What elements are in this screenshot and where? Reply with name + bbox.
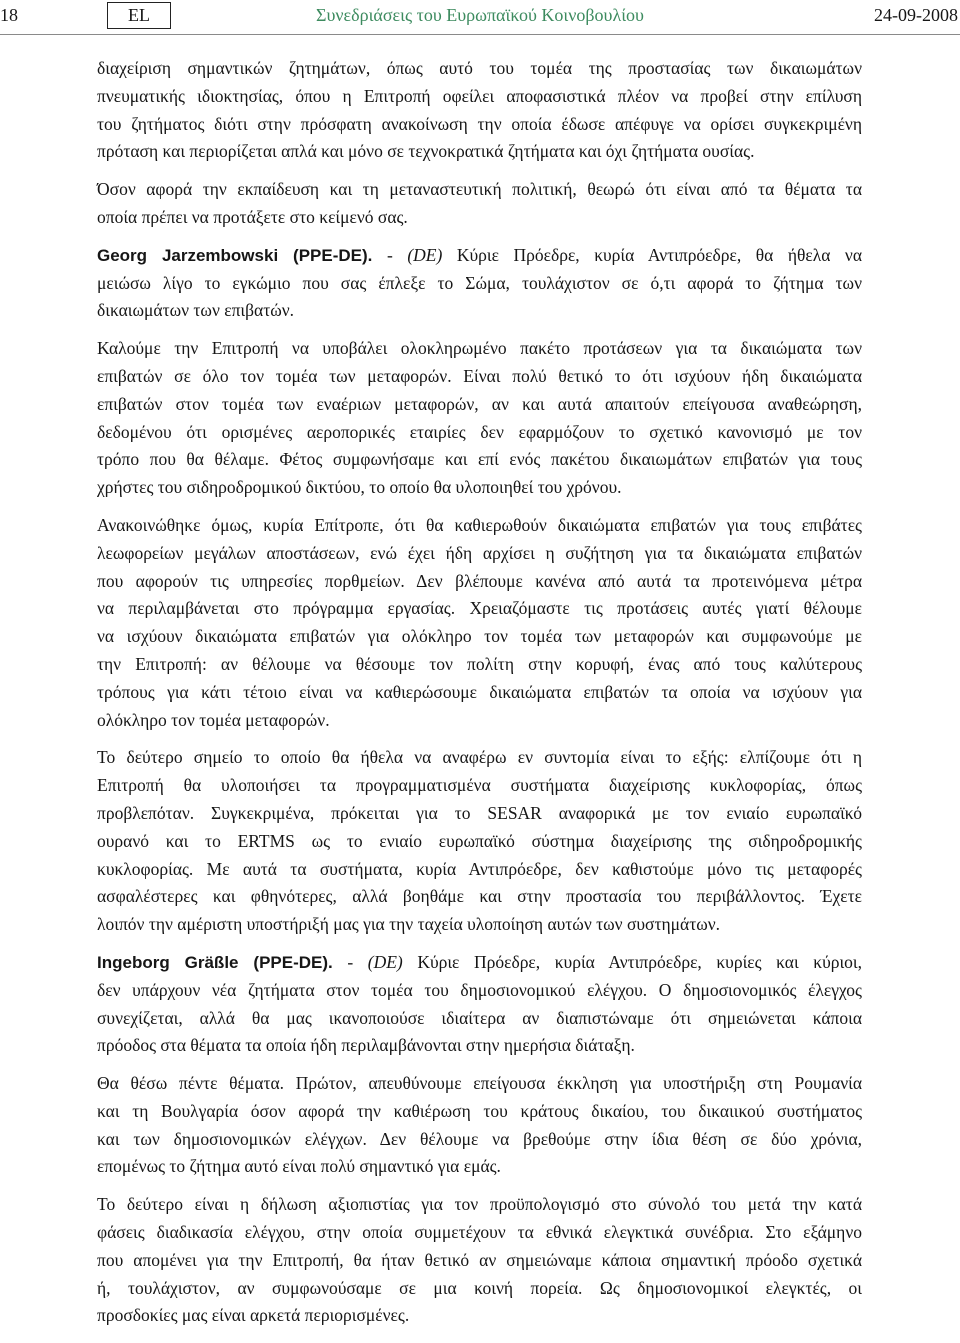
page-header: [0, 0, 960, 35]
text-line: φάσεις διαδικασία ελέγχου, στην οποία συμμετέχουν τα εθνικά ελεγκτικά συνέδρια. Στο εξάμηνο: [97, 1222, 862, 1243]
text-line: οποία πρέπει να προτάξετε στο κείμενό σας.: [97, 206, 408, 227]
text-line: Καλούμε την Επιτροπή να υποβάλει ολοκληρωμένο πακέτο προτάσεων για τα δικαιώματα των: [97, 338, 862, 359]
text-line: να ισχύουν δικαιώματα επιβατών για ολόκληρο τον τομέα των μεταφορών και συμφωνούμε με: [97, 626, 862, 647]
text-line: συνεχίζεται, αλλά θα μας ικανοποιούσε ιδιαίτερα αν διαπιστώναμε ότι σημειώνεται κάποια: [97, 1007, 862, 1028]
document-body: [97, 55, 862, 1340]
text-line: του ζητήματος διότι στην πρόσφατη ανακοίνωση την οποία έδωσε απέφυγε να ορίσει συγκεκριμένη: [97, 113, 862, 134]
text-line: επιβατών στον τομέα των εναέριων μεταφορών, αν και αυτά απαιτούν επείγουσα αναθεώρηση,: [97, 393, 862, 414]
paragraph: [97, 512, 862, 734]
text-line: Όσον αφορά την εκπαίδευση και τη μεταναστευτική πολιτική, θεωρώ ότι είναι από τα θέματα τα: [97, 179, 862, 200]
paragraph: [97, 744, 862, 939]
text-line: δικαιωμάτων των επιβατών.: [97, 300, 295, 321]
text-line: δεν υπάρχουν νέα ζητήματα στον τομέα του δημοσιονομικού ελέγχου. Ο δημοσιονομικός έλεγχος: [97, 979, 862, 1000]
speaker-separator: -: [347, 951, 354, 972]
speaker-separator: -: [386, 244, 393, 265]
text-line: που αφορούν τις υπηρεσίες πορθμείων. Δεν βλέπουμε κανένα από αυτά τα προτεινόμενα μέτρα: [97, 570, 862, 591]
text-line: επομένως το ζήτημα αυτό είναι πολύ σημαντικό για εμάς.: [97, 1156, 501, 1177]
text-line: πρόοδος στα θέματα τα οποία ήδη περιλαμβάνονται στην ημερήσια διάταξη.: [97, 1035, 635, 1056]
text-line: πνευματικής ιδιοκτησίας, όπου η Επιτροπή οφείλει αποφασιστικά πλέον να προβεί στην επίλυση: [97, 85, 862, 106]
text-line-content: Κύριε Πρόεδρε, κυρία Αντιπρόεδρε, κυρίες και κύριοι,: [417, 951, 863, 972]
text-line: να περιλαμβάνεται στο πρόγραμμα εργασίας. Χρειαζόμαστε τις προτάσεις αυτές γιατί θέλουμε: [97, 598, 862, 619]
text-line: μειώσω λίγο το εγκώμιο που σας έπλεξε το Σώμα, τουλάχιστον σε ό,τι αφορά το ζήτημα των: [97, 272, 862, 293]
publication-title: Συνεδριάσεις του Ευρωπαϊκού Κοινοβουλίου: [316, 5, 644, 25]
text-line: τρόπο που θα θέλαμε. Φέτος συμφωνήσαμε και επί ενός πακέτου δικαιωμάτων επιβατών για τους: [97, 449, 862, 470]
text-line: κυκλοφορίας. Με αυτά τα συστήματα, κυρία Αντιπρόεδρε, δεν καθιστούμε μόνο τις μεταφορές: [97, 858, 862, 879]
paragraph: [97, 1191, 862, 1330]
text-line: Ανακοινώθηκε όμως, κυρία Επίτροπε, ότι θα καθιερωθούν δικαιώματα επιβατών για τους επιβάτες: [97, 514, 862, 535]
speech-language-code: (DE): [407, 244, 443, 265]
text-line: τρόπους για κάτι τέτοιο είναι να καθιερώσουμε δικαιώματα επιβατών τα οποία να ισχύουν για: [97, 681, 862, 702]
text-line: χρήστες του σιδηροδρομικού δικτύου, το οποίο θα υλοποιηθεί του χρόνου.: [97, 477, 622, 498]
page-number: 18: [0, 5, 18, 25]
text-line: Επιτροπή θα υλοποιήσει τα προγραμματισμένα συστήματα διαχείρισης κυκλοφορίας, όπως: [97, 775, 862, 796]
paragraph: [97, 55, 862, 166]
text-line: που απομένει για την Επιτροπή, θα ήταν θετικό αν σημειώναμε κάποια σημαντική πρόοδο σχετικά: [97, 1249, 862, 1270]
text-line: την Επιτροπή: αν θέλουμε να θέσουμε τον πολίτη στην κορυφή, ένας από τους καλύτερους: [97, 653, 862, 674]
text-line: Θα θέσω πέντε θέματα. Πρώτον, απευθύνουμε επείγουσα έκκληση για υποστήριξη στη Ρουμανία: [97, 1073, 862, 1094]
text-line: επιβατών σε όλο τον τομέα των μεταφορών. Είναι πολύ θετικό το ότι ισχύουν ήδη δικαιώματα: [97, 365, 862, 386]
speaker-name: Georg Jarzembowski (PPE-DE).: [97, 245, 373, 265]
text-line: και τη Βουλγαρία όσον αφορά την καθιέρωση του κράτους δικαίου, του δικαιικού συστήματος: [97, 1100, 862, 1121]
text-line: [97, 949, 862, 977]
text-line: πρόταση και περιορίζεται απλά και μόνο σε τεχνοκρατικά ζητήματα και όχι ζητήματα ουσίας.: [97, 141, 755, 162]
text-line: ή, τουλάχιστον, αν συμφωνούσαμε σε μια κοινή πορεία. Ως δημοσιονομικοί ελεγκτές, οι: [97, 1277, 862, 1298]
text-line: λεωφορείων μεγάλων αποστάσεων, ενώ έχει ήδη αρχίσει η συζήτηση για τα δικαιώματα επιβατών: [97, 542, 862, 563]
speech-paragraph: [97, 242, 862, 325]
text-line: δεδομένου ότι ορισμένες αεροπορικές εταιρίες δεν εφαρμόζουν το σχετικό κανονισμό με τον: [97, 421, 862, 442]
text-line: λοιπόν την αμέριστη υποστήριξή μας για την ταχεία υλοποίηση αυτών των συστημάτων.: [97, 914, 721, 935]
language-badge: EL: [107, 2, 171, 29]
speech-paragraph: [97, 949, 862, 1060]
paragraph: [97, 176, 862, 232]
session-date: 24-09-2008: [874, 5, 958, 25]
speaker-name: Ingeborg Gräßle (PPE-DE).: [97, 952, 333, 972]
text-line: [97, 242, 862, 270]
text-line: Το δεύτερο είναι η δήλωση αξιοπιστίας για τον προϋπολογισμό στο σύνολό του μετά την κατά: [97, 1194, 862, 1215]
text-line: και των δημοσιονομικών ελέγχων. Δεν θέλουμε να βρεθούμε στην ίδια θέση σε δύο χρόνια,: [97, 1128, 862, 1149]
text-line: Το δεύτερο σημείο το οποίο θα ήθελα να αναφέρω εν συντομία είναι το εξής: ελπίζουμε ότι η: [97, 747, 862, 768]
speech-language-code: (DE): [367, 951, 403, 972]
paragraph: [97, 335, 862, 502]
text-line: προβλεπόταν. Συγκεκριμένα, πρόκειται για το SESAR αναφορικά με τον ενιαίο ευρωπαϊκό: [97, 802, 862, 823]
paragraph: [97, 1070, 862, 1181]
text-line: ασφαλέστερες και φθηνότερες, αλλά βοηθάμε και στην προστασία του περιβάλλοντος. Έχετε: [97, 886, 862, 907]
text-line: ουρανό και το ERTMS ως το ενιαίο ευρωπαϊκό σύστημα διαχείρισης της σιδηροδρομικής: [97, 830, 862, 851]
text-line: προσδοκίες μας είναι αρκετά περιορισμένες.: [97, 1305, 410, 1326]
text-line-content: Κύριε Πρόεδρε, κυρία Αντιπρόεδρε, θα ήθελα να: [456, 244, 863, 265]
text-line: διαχείριση σημαντικών ζητημάτων, όπως αυτό του τομέα της προστασίας των δικαιωμάτων: [97, 58, 862, 78]
text-line: ολόκληρο τον τομέα μεταφορών.: [97, 709, 330, 730]
